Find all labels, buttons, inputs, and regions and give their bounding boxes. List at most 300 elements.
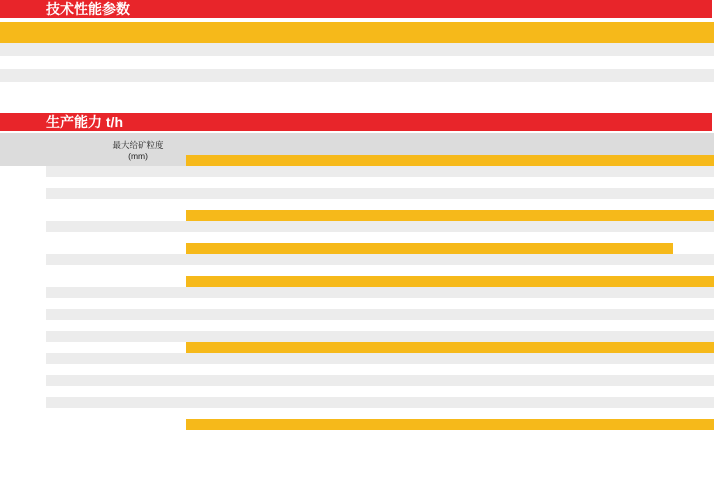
chamber-cell xyxy=(46,188,90,199)
capacity-row xyxy=(0,287,714,298)
capacity-cell xyxy=(552,232,593,243)
capacity-cell xyxy=(186,232,227,243)
capacity-cell xyxy=(227,265,268,276)
capacity-cell xyxy=(511,320,552,331)
capacity-cell xyxy=(552,221,593,232)
css-size-cell xyxy=(470,210,511,221)
capacity-cell xyxy=(633,375,674,386)
css-size-cell xyxy=(267,419,308,430)
capacity-cell xyxy=(552,331,593,342)
capacity-header-row xyxy=(0,133,714,144)
capacity-cell xyxy=(633,265,674,276)
capacity-cell xyxy=(633,221,674,232)
param-value xyxy=(250,82,308,95)
capacity-cell xyxy=(349,320,390,331)
css-size-cell xyxy=(227,419,268,430)
param-value xyxy=(598,69,656,82)
capacity-cell xyxy=(349,298,390,309)
tech-row xyxy=(0,69,714,82)
css-size-cell xyxy=(186,419,227,430)
capacity-cell xyxy=(673,364,714,375)
param-value xyxy=(308,69,366,82)
capacity-cell xyxy=(470,298,511,309)
capacity-cell xyxy=(470,408,511,419)
capacity-cell xyxy=(227,331,268,342)
capacity-cell xyxy=(592,254,633,265)
param-value xyxy=(308,82,366,95)
css-size-cell xyxy=(633,276,674,287)
model-cell xyxy=(0,353,46,419)
chamber-cell xyxy=(46,386,90,397)
capacity-cell xyxy=(430,166,471,177)
capacity-cell xyxy=(552,364,593,375)
css-size-cell xyxy=(552,342,593,353)
capacity-cell xyxy=(389,177,430,188)
capacity-cell xyxy=(186,166,227,177)
capacity-cell xyxy=(592,177,633,188)
css-size-cell xyxy=(633,342,674,353)
capacity-cell xyxy=(267,331,308,342)
capacity-row xyxy=(0,386,714,397)
capacity-row xyxy=(0,320,714,331)
param-value xyxy=(366,56,424,69)
capacity-cell xyxy=(389,232,430,243)
capacity-cell xyxy=(430,298,471,309)
capacity-cell xyxy=(470,397,511,408)
css-size-cell xyxy=(267,342,308,353)
capacity-cell xyxy=(186,199,227,210)
css-size-cell xyxy=(186,210,227,221)
param-value xyxy=(424,43,482,56)
css-size-cell xyxy=(430,210,471,221)
capacity-cell xyxy=(267,298,308,309)
capacity-cell xyxy=(511,232,552,243)
feed-size-cell xyxy=(90,353,186,364)
capacity-cell xyxy=(470,364,511,375)
capacity-cell xyxy=(267,166,308,177)
css-size-cell xyxy=(227,243,268,254)
capacity-cell xyxy=(349,353,390,364)
capacity-cell xyxy=(592,364,633,375)
capacity-row xyxy=(0,265,714,276)
capacity-cell xyxy=(349,221,390,232)
capacity-cell xyxy=(592,397,633,408)
param-value xyxy=(134,56,192,69)
capacity-cell xyxy=(430,331,471,342)
css-size-cell xyxy=(186,243,227,254)
capacity-cell xyxy=(227,320,268,331)
css-size-cell xyxy=(308,342,349,353)
capacity-cell xyxy=(470,166,511,177)
capacity-cell xyxy=(186,331,227,342)
chamber-cell xyxy=(46,199,90,210)
css-size-cell xyxy=(186,155,227,166)
capacity-cell xyxy=(430,375,471,386)
capacity-cell xyxy=(308,177,349,188)
chamber-cell xyxy=(46,298,90,309)
chamber-cell xyxy=(46,375,90,386)
capacity-cell xyxy=(470,331,511,342)
capacity-row xyxy=(0,199,714,210)
css-size-cell xyxy=(227,342,268,353)
capacity-table xyxy=(0,133,714,430)
capacity-cell xyxy=(430,408,471,419)
capacity-cell xyxy=(552,397,593,408)
capacity-row xyxy=(0,298,714,309)
css-size-cell xyxy=(552,210,593,221)
capacity-cell xyxy=(430,232,471,243)
capacity-header xyxy=(186,133,714,144)
tech-row xyxy=(0,82,714,95)
capacity-cell xyxy=(308,386,349,397)
capacity-cell xyxy=(267,287,308,298)
capacity-cell xyxy=(673,254,714,265)
capacity-cell xyxy=(511,364,552,375)
capacity-cell xyxy=(349,364,390,375)
capacity-cell xyxy=(308,166,349,177)
param-value xyxy=(76,43,134,56)
param-value xyxy=(134,82,192,95)
capacity-cell xyxy=(227,287,268,298)
param-value xyxy=(76,56,134,69)
css-size-cell xyxy=(673,155,714,166)
css-size-cell xyxy=(552,243,593,254)
capacity-cell xyxy=(673,265,714,276)
css-size-cell xyxy=(470,419,511,430)
capacity-cell xyxy=(186,320,227,331)
param-value xyxy=(540,82,598,95)
capacity-cell xyxy=(227,221,268,232)
tech-row xyxy=(0,43,714,56)
capacity-cell xyxy=(430,188,471,199)
capacity-cell xyxy=(267,177,308,188)
capacity-cell xyxy=(511,408,552,419)
param-value xyxy=(192,69,250,82)
capacity-cell xyxy=(673,221,714,232)
capacity-cell xyxy=(552,375,593,386)
model-column-header xyxy=(598,22,656,43)
capacity-cell xyxy=(349,287,390,298)
capacity-cell xyxy=(267,265,308,276)
capacity-cell xyxy=(633,397,674,408)
param-value xyxy=(366,82,424,95)
capacity-cell xyxy=(470,254,511,265)
capacity-cell xyxy=(186,397,227,408)
feed-size-cell xyxy=(90,408,186,419)
param-value xyxy=(540,69,598,82)
model-header xyxy=(0,133,46,166)
capacity-cell xyxy=(227,408,268,419)
capacity-cell xyxy=(349,177,390,188)
capacity-cell xyxy=(673,320,714,331)
capacity-cell xyxy=(349,265,390,276)
capacity-cell xyxy=(470,309,511,320)
capacity-cell xyxy=(308,221,349,232)
css-size-row xyxy=(0,276,714,287)
css-size-cell xyxy=(592,419,633,430)
capacity-cell xyxy=(633,331,674,342)
css-size-spacer xyxy=(0,243,186,254)
chamber-cell xyxy=(46,320,90,331)
capacity-cell xyxy=(511,397,552,408)
css-size-cell xyxy=(633,243,674,254)
capacity-cell xyxy=(552,298,593,309)
css-size-cell xyxy=(511,155,552,166)
capacity-cell xyxy=(470,221,511,232)
capacity-cell xyxy=(267,408,308,419)
css-size-cell xyxy=(430,155,471,166)
css-size-cell xyxy=(470,276,511,287)
capacity-cell xyxy=(267,221,308,232)
chamber-cell xyxy=(46,254,90,265)
capacity-cell xyxy=(511,265,552,276)
capacity-cell xyxy=(389,265,430,276)
capacity-cell xyxy=(227,177,268,188)
capacity-cell xyxy=(552,188,593,199)
css-size-cell xyxy=(592,243,633,254)
capacity-cell xyxy=(389,386,430,397)
css-size-cell xyxy=(511,210,552,221)
capacity-row xyxy=(0,375,714,386)
capacity-row xyxy=(0,397,714,408)
capacity-cell xyxy=(673,397,714,408)
model-column-header xyxy=(308,22,366,43)
capacity-cell xyxy=(430,309,471,320)
capacity-cell xyxy=(349,166,390,177)
css-size-cell xyxy=(349,210,390,221)
capacity-cell xyxy=(430,254,471,265)
css-size-cell xyxy=(673,276,714,287)
capacity-cell xyxy=(511,199,552,210)
capacity-cell xyxy=(673,309,714,320)
css-size-cell xyxy=(592,342,633,353)
capacity-cell xyxy=(470,287,511,298)
capacity-cell xyxy=(592,375,633,386)
capacity-cell xyxy=(552,265,593,276)
chamber-cell xyxy=(46,177,90,188)
param-label xyxy=(0,56,76,69)
capacity-cell xyxy=(227,298,268,309)
css-size-cell xyxy=(308,210,349,221)
capacity-cell xyxy=(267,309,308,320)
param-value xyxy=(656,56,714,69)
capacity-cell xyxy=(308,408,349,419)
capacity-cell xyxy=(592,199,633,210)
capacity-cell xyxy=(267,375,308,386)
capacity-cell xyxy=(592,353,633,364)
param-value xyxy=(598,56,656,69)
param-value xyxy=(482,56,540,69)
chamber-cell xyxy=(46,232,90,243)
capacity-cell xyxy=(673,177,714,188)
css-size-cell xyxy=(389,276,430,287)
ef-chamber-note xyxy=(0,342,186,353)
css-size-cell xyxy=(430,419,471,430)
capacity-cell xyxy=(389,298,430,309)
param-value xyxy=(250,56,308,69)
capacity-banner: 生产能力 t/h xyxy=(0,113,712,131)
css-size-cell xyxy=(470,342,511,353)
chamber-header xyxy=(46,133,90,166)
tech-params-table xyxy=(0,22,714,95)
capacity-cell xyxy=(470,353,511,364)
model-cell xyxy=(0,166,46,188)
feed-size-cell xyxy=(90,331,186,342)
param-value xyxy=(192,82,250,95)
tech-params-banner: 技术性能参数 xyxy=(0,0,712,18)
css-size-cell xyxy=(389,419,430,430)
capacity-cell xyxy=(470,188,511,199)
capacity-cell xyxy=(633,320,674,331)
capacity-cell xyxy=(308,298,349,309)
css-size-cell xyxy=(389,155,430,166)
capacity-cell xyxy=(673,408,714,419)
capacity-cell xyxy=(633,386,674,397)
css-size-cell xyxy=(389,243,430,254)
capacity-cell xyxy=(186,298,227,309)
capacity-cell xyxy=(552,177,593,188)
capacity-cell xyxy=(470,232,511,243)
css-size-cell xyxy=(227,155,268,166)
capacity-cell xyxy=(267,353,308,364)
capacity-cell xyxy=(267,188,308,199)
capacity-cell xyxy=(389,188,430,199)
css-size-cell xyxy=(633,419,674,430)
css-size-cell xyxy=(673,243,714,254)
capacity-cell xyxy=(227,309,268,320)
capacity-cell xyxy=(308,309,349,320)
capacity-cell xyxy=(633,188,674,199)
model-column-header xyxy=(656,22,714,43)
feed-size-cell xyxy=(90,221,186,232)
feed-size-cell xyxy=(90,309,186,320)
param-value xyxy=(134,43,192,56)
css-size-cell xyxy=(470,243,511,254)
param-value xyxy=(424,69,482,82)
capacity-cell xyxy=(389,287,430,298)
capacity-cell xyxy=(633,166,674,177)
css-header xyxy=(186,144,714,155)
model-column-header xyxy=(424,22,482,43)
capacity-cell xyxy=(186,408,227,419)
css-size-cell xyxy=(552,155,593,166)
feed-size-cell xyxy=(90,320,186,331)
capacity-cell xyxy=(430,287,471,298)
param-value xyxy=(366,69,424,82)
capacity-cell xyxy=(349,386,390,397)
capacity-row xyxy=(0,364,714,375)
capacity-cell xyxy=(389,375,430,386)
param-value xyxy=(656,69,714,82)
chamber-cell xyxy=(46,265,90,276)
capacity-cell xyxy=(308,320,349,331)
capacity-cell xyxy=(633,254,674,265)
capacity-cell xyxy=(349,254,390,265)
capacity-row xyxy=(0,254,714,265)
css-size-cell xyxy=(592,210,633,221)
css-size-cell xyxy=(349,276,390,287)
capacity-cell xyxy=(186,386,227,397)
capacity-cell xyxy=(227,375,268,386)
capacity-cell xyxy=(673,188,714,199)
capacity-cell xyxy=(430,221,471,232)
css-size-cell xyxy=(511,276,552,287)
capacity-cell xyxy=(308,287,349,298)
css-size-cell xyxy=(592,276,633,287)
capacity-cell xyxy=(633,287,674,298)
feed-size-cell xyxy=(90,188,186,199)
capacity-cell xyxy=(511,221,552,232)
capacity-cell xyxy=(389,331,430,342)
capacity-cell xyxy=(349,232,390,243)
capacity-cell xyxy=(633,232,674,243)
css-size-cell xyxy=(511,342,552,353)
feed-size-unit: (mm) xyxy=(128,150,148,161)
capacity-cell xyxy=(592,320,633,331)
css-size-cell xyxy=(633,155,674,166)
capacity-row xyxy=(0,331,714,342)
capacity-cell xyxy=(673,199,714,210)
chamber-cell xyxy=(46,364,90,375)
css-size-cell xyxy=(349,342,390,353)
capacity-cell xyxy=(511,177,552,188)
capacity-cell xyxy=(552,254,593,265)
capacity-cell xyxy=(592,331,633,342)
capacity-cell xyxy=(592,166,633,177)
capacity-cell xyxy=(227,166,268,177)
capacity-cell xyxy=(267,199,308,210)
capacity-cell xyxy=(633,177,674,188)
css-size-cell xyxy=(267,210,308,221)
feed-size-cell xyxy=(90,287,186,298)
capacity-cell xyxy=(511,287,552,298)
feed-size-cell xyxy=(90,199,186,210)
capacity-cell xyxy=(227,232,268,243)
param-label xyxy=(0,69,76,82)
capacity-cell xyxy=(511,353,552,364)
param-value xyxy=(598,43,656,56)
css-size-cell xyxy=(349,419,390,430)
capacity-cell xyxy=(389,320,430,331)
capacity-cell xyxy=(511,298,552,309)
css-size-cell xyxy=(470,155,511,166)
capacity-row xyxy=(0,408,714,419)
capacity-cell xyxy=(227,188,268,199)
capacity-cell xyxy=(673,287,714,298)
capacity-cell xyxy=(389,353,430,364)
model-column-header xyxy=(482,22,540,43)
model-column-header xyxy=(250,22,308,43)
css-size-cell xyxy=(227,276,268,287)
param-value xyxy=(134,69,192,82)
chamber-cell xyxy=(46,397,90,408)
capacity-cell xyxy=(592,287,633,298)
capacity-cell xyxy=(389,199,430,210)
capacity-cell xyxy=(511,188,552,199)
capacity-cell xyxy=(430,364,471,375)
capacity-cell xyxy=(633,298,674,309)
param-value xyxy=(192,56,250,69)
capacity-cell xyxy=(592,408,633,419)
param-value xyxy=(424,56,482,69)
css-size-row xyxy=(0,243,714,254)
model-header xyxy=(0,22,76,43)
chamber-cell xyxy=(46,309,90,320)
param-value xyxy=(76,82,134,95)
css-size-cell xyxy=(349,155,390,166)
param-value xyxy=(424,82,482,95)
capacity-cell xyxy=(430,353,471,364)
